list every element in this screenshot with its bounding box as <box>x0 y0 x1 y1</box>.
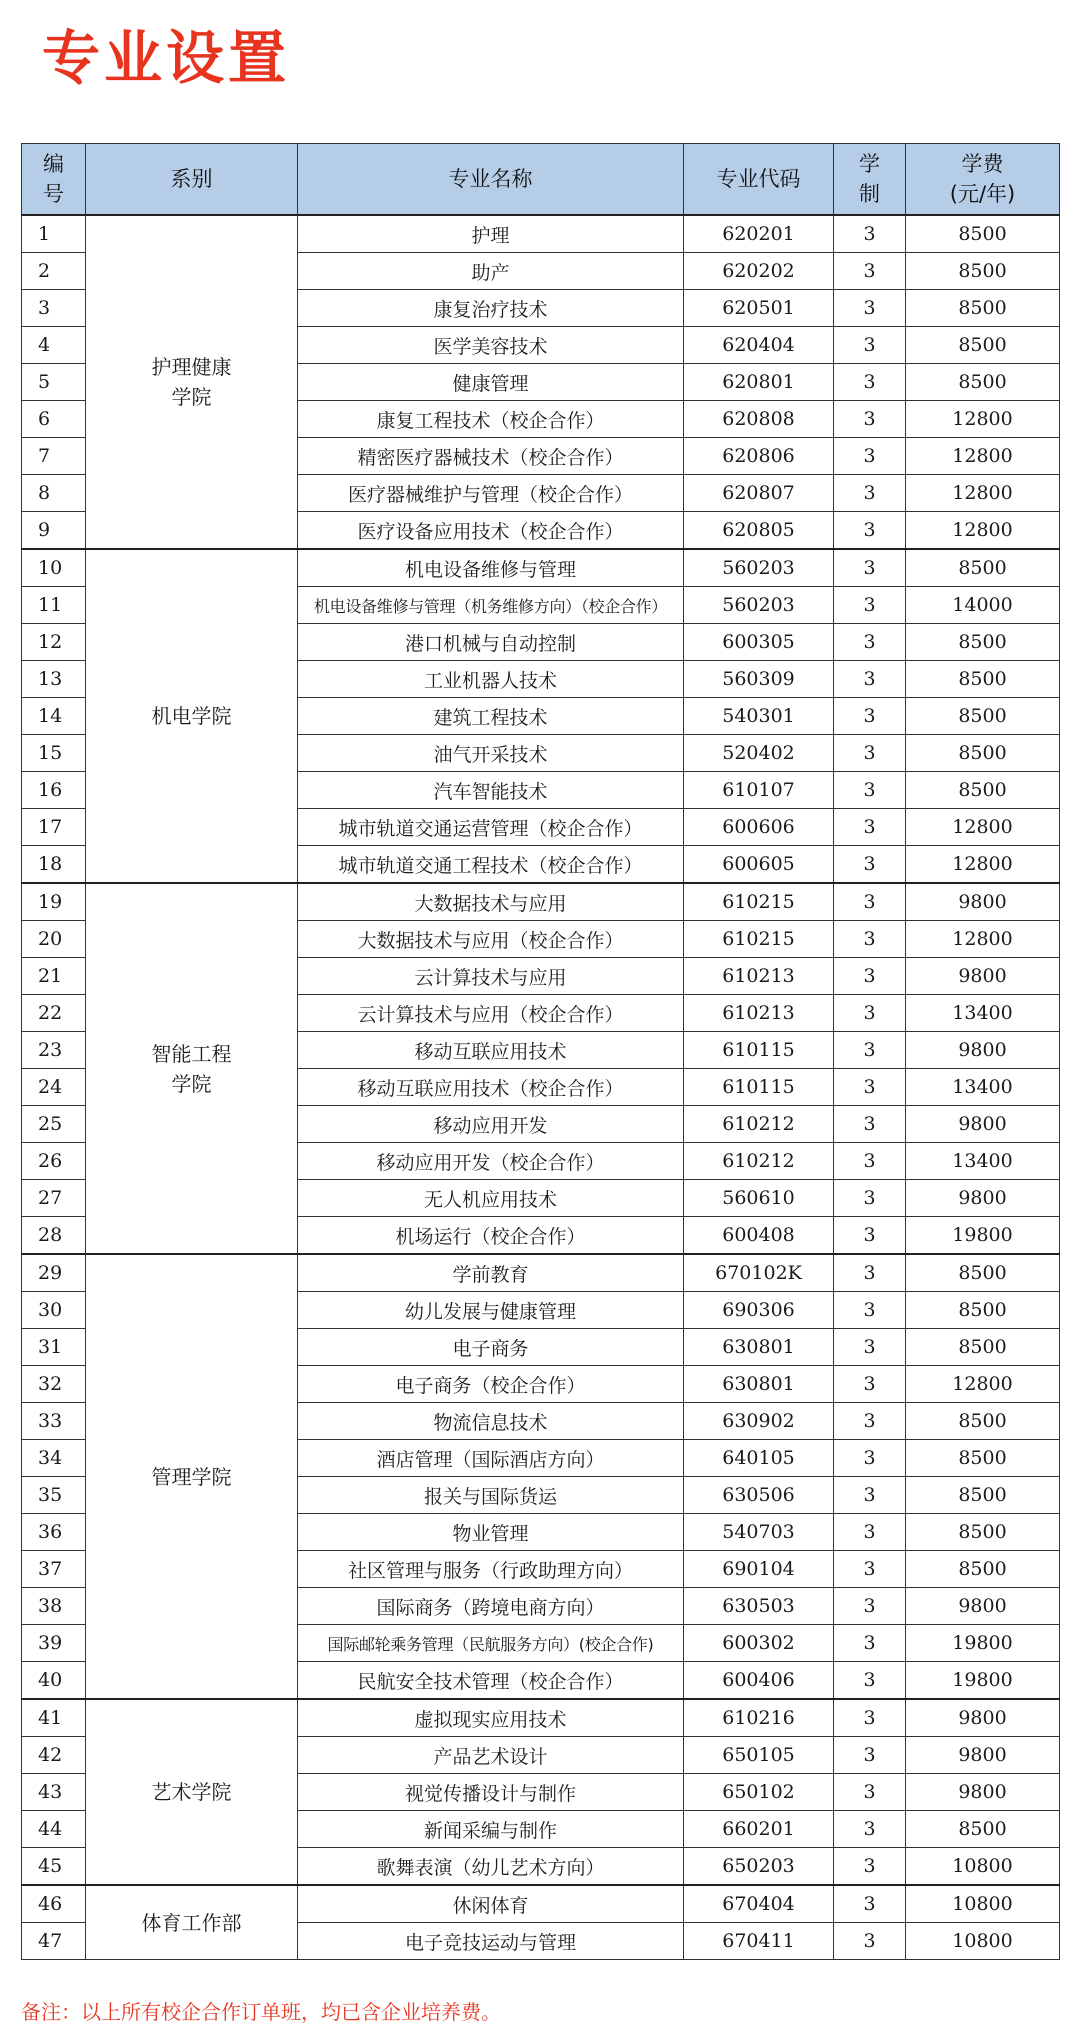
cell-no: 28 <box>22 1217 86 1255</box>
cell-fee: 12800 <box>906 475 1060 512</box>
cell-code: 560309 <box>684 661 834 698</box>
table-row <box>22 1699 1060 1737</box>
cell-years: 3 <box>834 661 906 698</box>
cell-no: 29 <box>22 1254 86 1292</box>
header-code: 专业代码 <box>684 144 834 216</box>
cell-years: 3 <box>834 253 906 290</box>
cell-fee: 8500 <box>906 1477 1060 1514</box>
cell-no: 17 <box>22 809 86 846</box>
dept-label-line: 艺术学院 <box>151 1780 232 1804</box>
cell-name: 康复治疗技术 <box>298 290 684 327</box>
cell-name: 物流信息技术 <box>298 1403 684 1440</box>
cell-code: 600406 <box>684 1662 834 1700</box>
header-no-line1: 编 <box>43 152 64 176</box>
cell-fee: 8500 <box>906 735 1060 772</box>
cell-no: 12 <box>22 624 86 661</box>
cell-years: 3 <box>834 1588 906 1625</box>
table-row <box>22 883 1060 921</box>
table-header-row <box>22 144 1060 216</box>
cell-no: 37 <box>22 1551 86 1588</box>
cell-code: 620202 <box>684 253 834 290</box>
cell-no: 20 <box>22 921 86 958</box>
cell-years: 3 <box>834 1923 906 1960</box>
cell-name: 虚拟现实应用技术 <box>298 1699 684 1737</box>
cell-years: 3 <box>834 735 906 772</box>
cell-fee: 8500 <box>906 327 1060 364</box>
cell-name: 机电设备维修与管理（机务维修方向）（校企合作） <box>298 587 684 624</box>
cell-years: 3 <box>834 1811 906 1848</box>
cell-name: 云计算技术与应用 <box>298 958 684 995</box>
cell-years: 3 <box>834 1143 906 1180</box>
cell-fee: 9800 <box>906 1588 1060 1625</box>
cell-fee: 8500 <box>906 290 1060 327</box>
cell-fee: 8500 <box>906 1440 1060 1477</box>
cell-no: 18 <box>22 846 86 884</box>
cell-years: 3 <box>834 1254 906 1292</box>
cell-years: 3 <box>834 1625 906 1662</box>
cell-name: 物业管理 <box>298 1514 684 1551</box>
cell-code: 600408 <box>684 1217 834 1255</box>
cell-no: 16 <box>22 772 86 809</box>
header-years <box>834 144 906 216</box>
cell-fee: 8500 <box>906 772 1060 809</box>
cell-fee: 8500 <box>906 698 1060 735</box>
cell-name: 机电设备维修与管理 <box>298 549 684 587</box>
cell-no: 32 <box>22 1366 86 1403</box>
cell-code: 630503 <box>684 1588 834 1625</box>
cell-no: 33 <box>22 1403 86 1440</box>
cell-fee: 9800 <box>906 1106 1060 1143</box>
cell-fee: 9800 <box>906 1774 1060 1811</box>
header-years-line2: 制 <box>859 182 880 206</box>
cell-no: 46 <box>22 1885 86 1923</box>
cell-years: 3 <box>834 698 906 735</box>
cell-years: 3 <box>834 1366 906 1403</box>
cell-fee: 10800 <box>906 1848 1060 1886</box>
cell-code: 600606 <box>684 809 834 846</box>
cell-name: 电子商务 <box>298 1329 684 1366</box>
cell-years: 3 <box>834 1737 906 1774</box>
cell-name: 学前教育 <box>298 1254 684 1292</box>
cell-years: 3 <box>834 512 906 550</box>
cell-name: 休闲体育 <box>298 1885 684 1923</box>
cell-code: 690104 <box>684 1551 834 1588</box>
cell-code: 560203 <box>684 549 834 587</box>
dept-label-line: 管理学院 <box>151 1464 232 1489</box>
cell-years: 3 <box>834 1774 906 1811</box>
cell-no: 27 <box>22 1180 86 1217</box>
cell-fee: 8500 <box>906 253 1060 290</box>
cell-fee: 9800 <box>906 1737 1060 1774</box>
cell-years: 3 <box>834 549 906 587</box>
cell-years: 3 <box>834 624 906 661</box>
cell-fee: 12800 <box>906 809 1060 846</box>
cell-years: 3 <box>834 1662 906 1700</box>
cell-years: 3 <box>834 958 906 995</box>
cell-code: 630801 <box>684 1366 834 1403</box>
cell-dept <box>86 1254 298 1699</box>
cell-fee: 8500 <box>906 661 1060 698</box>
cell-name: 医学美容技术 <box>298 327 684 364</box>
cell-fee: 8500 <box>906 364 1060 401</box>
cell-code: 610215 <box>684 921 834 958</box>
cell-code: 620807 <box>684 475 834 512</box>
cell-code: 560610 <box>684 1180 834 1217</box>
cell-code: 670411 <box>684 1923 834 1960</box>
table-row <box>22 1885 1060 1923</box>
cell-no: 19 <box>22 883 86 921</box>
cell-dept <box>86 1699 298 1885</box>
dept-label-line: 机电学院 <box>151 704 232 728</box>
cell-fee: 8500 <box>906 1329 1060 1366</box>
cell-years: 3 <box>834 1032 906 1069</box>
cell-name: 移动互联应用技术（校企合作） <box>298 1069 684 1106</box>
footnote: 备注：以上所有校企合作订单班，均已含企业培养费。 <box>21 2000 501 2024</box>
cell-name: 歌舞表演（幼儿艺术方向） <box>298 1848 684 1886</box>
cell-fee: 19800 <box>906 1217 1060 1255</box>
cell-fee: 13400 <box>906 995 1060 1032</box>
cell-name: 新闻采编与制作 <box>298 1811 684 1848</box>
cell-name: 油气开采技术 <box>298 735 684 772</box>
cell-fee: 14000 <box>906 587 1060 624</box>
cell-name: 健康管理 <box>298 364 684 401</box>
cell-no: 9 <box>22 512 86 550</box>
cell-years: 3 <box>834 290 906 327</box>
cell-name: 医疗器械维护与管理（校企合作） <box>298 475 684 512</box>
cell-code: 630902 <box>684 1403 834 1440</box>
cell-name: 国际邮轮乘务管理（民航服务方向）(校企合作) <box>298 1625 684 1662</box>
cell-years: 3 <box>834 1403 906 1440</box>
page-title: 专业设置 <box>42 24 291 92</box>
cell-years: 3 <box>834 883 906 921</box>
cell-code: 620806 <box>684 438 834 475</box>
cell-no: 41 <box>22 1699 86 1737</box>
cell-name: 报关与国际货运 <box>298 1477 684 1514</box>
cell-years: 3 <box>834 587 906 624</box>
cell-no: 4 <box>22 327 86 364</box>
cell-years: 3 <box>834 1292 906 1329</box>
cell-no: 7 <box>22 438 86 475</box>
cell-name: 机场运行（校企合作） <box>298 1217 684 1255</box>
cell-years: 3 <box>834 1477 906 1514</box>
cell-years: 3 <box>834 1848 906 1886</box>
cell-fee: 8500 <box>906 1811 1060 1848</box>
majors-table-container <box>21 143 1059 1960</box>
cell-no: 23 <box>22 1032 86 1069</box>
cell-name: 云计算技术与应用（校企合作） <box>298 995 684 1032</box>
dept-label-line: 学院 <box>171 385 212 409</box>
cell-no: 25 <box>22 1106 86 1143</box>
cell-name: 幼儿发展与健康管理 <box>298 1292 684 1329</box>
cell-fee: 8500 <box>906 1551 1060 1588</box>
cell-years: 3 <box>834 401 906 438</box>
cell-name: 移动应用开发（校企合作） <box>298 1143 684 1180</box>
cell-no: 13 <box>22 661 86 698</box>
dept-label-line: 智能工程 <box>151 1041 232 1066</box>
table-row <box>22 1254 1060 1292</box>
cell-code: 630506 <box>684 1477 834 1514</box>
cell-code: 670102K <box>684 1254 834 1292</box>
cell-fee: 12800 <box>906 1366 1060 1403</box>
cell-code: 650105 <box>684 1737 834 1774</box>
header-no <box>22 144 86 216</box>
cell-code: 670404 <box>684 1885 834 1923</box>
cell-years: 3 <box>834 1514 906 1551</box>
cell-years: 3 <box>834 1440 906 1477</box>
cell-no: 24 <box>22 1069 86 1106</box>
cell-no: 45 <box>22 1848 86 1886</box>
cell-no: 22 <box>22 995 86 1032</box>
cell-code: 650102 <box>684 1774 834 1811</box>
cell-name: 民航安全技术管理（校企合作） <box>298 1662 684 1700</box>
cell-years: 3 <box>834 1069 906 1106</box>
cell-years: 3 <box>834 438 906 475</box>
cell-fee: 8500 <box>906 215 1060 253</box>
cell-years: 3 <box>834 809 906 846</box>
cell-code: 610107 <box>684 772 834 809</box>
cell-code: 610212 <box>684 1143 834 1180</box>
cell-name: 工业机器人技术 <box>298 661 684 698</box>
cell-code: 620801 <box>684 364 834 401</box>
cell-name: 助产 <box>298 253 684 290</box>
cell-code: 610216 <box>684 1699 834 1737</box>
cell-dept <box>86 883 298 1254</box>
cell-fee: 9800 <box>906 1032 1060 1069</box>
cell-years: 3 <box>834 1329 906 1366</box>
dept-label-line: 学院 <box>171 1071 212 1096</box>
cell-fee: 8500 <box>906 1254 1060 1292</box>
cell-name: 护理 <box>298 215 684 253</box>
cell-fee: 13400 <box>906 1069 1060 1106</box>
cell-fee: 9800 <box>906 883 1060 921</box>
cell-no: 34 <box>22 1440 86 1477</box>
table-body <box>22 215 1060 1960</box>
cell-years: 3 <box>834 215 906 253</box>
cell-fee: 9800 <box>906 1180 1060 1217</box>
header-years-line1: 学 <box>859 152 880 176</box>
cell-name: 医疗设备应用技术（校企合作） <box>298 512 684 550</box>
cell-no: 39 <box>22 1625 86 1662</box>
cell-code: 620501 <box>684 290 834 327</box>
cell-code: 540301 <box>684 698 834 735</box>
cell-name: 无人机应用技术 <box>298 1180 684 1217</box>
cell-no: 26 <box>22 1143 86 1180</box>
cell-fee: 12800 <box>906 401 1060 438</box>
cell-fee: 12800 <box>906 846 1060 884</box>
cell-years: 3 <box>834 1551 906 1588</box>
cell-name: 产品艺术设计 <box>298 1737 684 1774</box>
cell-no: 6 <box>22 401 86 438</box>
cell-no: 5 <box>22 364 86 401</box>
majors-table <box>21 143 1060 1960</box>
cell-fee: 12800 <box>906 512 1060 550</box>
cell-name: 移动应用开发 <box>298 1106 684 1143</box>
cell-years: 3 <box>834 475 906 512</box>
cell-fee: 8500 <box>906 1292 1060 1329</box>
cell-name: 移动互联应用技术 <box>298 1032 684 1069</box>
cell-code: 620201 <box>684 215 834 253</box>
cell-no: 3 <box>22 290 86 327</box>
cell-years: 3 <box>834 995 906 1032</box>
cell-years: 3 <box>834 1699 906 1737</box>
dept-label-line: 护理健康 <box>151 355 232 379</box>
cell-years: 3 <box>834 327 906 364</box>
cell-name: 国际商务（跨境电商方向） <box>298 1588 684 1625</box>
cell-years: 3 <box>834 1885 906 1923</box>
cell-code: 560203 <box>684 587 834 624</box>
cell-fee: 9800 <box>906 958 1060 995</box>
cell-code: 540703 <box>684 1514 834 1551</box>
cell-years: 3 <box>834 1106 906 1143</box>
cell-name: 精密医疗器械技术（校企合作） <box>298 438 684 475</box>
cell-no: 1 <box>22 215 86 253</box>
header-dept: 系别 <box>86 144 298 216</box>
cell-code: 630801 <box>684 1329 834 1366</box>
cell-name: 城市轨道交通工程技术（校企合作） <box>298 846 684 884</box>
header-fee-line1: 学费 <box>961 152 1004 176</box>
cell-code: 620808 <box>684 401 834 438</box>
cell-code: 610213 <box>684 958 834 995</box>
cell-code: 610212 <box>684 1106 834 1143</box>
cell-code: 640105 <box>684 1440 834 1477</box>
cell-code: 600305 <box>684 624 834 661</box>
cell-code: 600302 <box>684 1625 834 1662</box>
cell-code: 650203 <box>684 1848 834 1886</box>
cell-name: 视觉传播设计与制作 <box>298 1774 684 1811</box>
cell-name: 大数据技术与应用（校企合作） <box>298 921 684 958</box>
cell-code: 520402 <box>684 735 834 772</box>
cell-dept <box>86 1885 298 1960</box>
cell-code: 690306 <box>684 1292 834 1329</box>
cell-code: 660201 <box>684 1811 834 1848</box>
cell-code: 620805 <box>684 512 834 550</box>
cell-name: 汽车智能技术 <box>298 772 684 809</box>
cell-code: 610115 <box>684 1069 834 1106</box>
cell-fee: 10800 <box>906 1923 1060 1960</box>
table-row <box>22 215 1060 253</box>
cell-no: 40 <box>22 1662 86 1700</box>
cell-code: 600605 <box>684 846 834 884</box>
cell-no: 2 <box>22 253 86 290</box>
cell-name: 港口机械与自动控制 <box>298 624 684 661</box>
cell-name: 城市轨道交通运营管理（校企合作） <box>298 809 684 846</box>
cell-no: 11 <box>22 587 86 624</box>
cell-code: 620404 <box>684 327 834 364</box>
cell-fee: 8500 <box>906 549 1060 587</box>
cell-code: 610215 <box>684 883 834 921</box>
cell-code: 610115 <box>684 1032 834 1069</box>
cell-no: 10 <box>22 549 86 587</box>
header-name: 专业名称 <box>298 144 684 216</box>
cell-years: 3 <box>834 364 906 401</box>
cell-fee: 9800 <box>906 1699 1060 1737</box>
cell-no: 44 <box>22 1811 86 1848</box>
cell-years: 3 <box>834 1217 906 1255</box>
cell-dept <box>86 215 298 549</box>
cell-no: 43 <box>22 1774 86 1811</box>
cell-fee: 19800 <box>906 1662 1060 1700</box>
header-no-line2: 号 <box>43 182 64 206</box>
cell-name: 康复工程技术（校企合作） <box>298 401 684 438</box>
cell-fee: 8500 <box>906 1514 1060 1551</box>
cell-name: 电子竞技运动与管理 <box>298 1923 684 1960</box>
cell-no: 38 <box>22 1588 86 1625</box>
cell-years: 3 <box>834 1180 906 1217</box>
cell-name: 大数据技术与应用 <box>298 883 684 921</box>
cell-fee: 8500 <box>906 1403 1060 1440</box>
cell-fee: 10800 <box>906 1885 1060 1923</box>
cell-no: 30 <box>22 1292 86 1329</box>
cell-name: 电子商务（校企合作） <box>298 1366 684 1403</box>
cell-no: 31 <box>22 1329 86 1366</box>
cell-fee: 12800 <box>906 438 1060 475</box>
header-fee <box>906 144 1060 216</box>
cell-fee: 19800 <box>906 1625 1060 1662</box>
cell-no: 35 <box>22 1477 86 1514</box>
cell-name: 建筑工程技术 <box>298 698 684 735</box>
dept-label-line: 体育工作部 <box>141 1910 242 1935</box>
cell-fee: 12800 <box>906 921 1060 958</box>
cell-no: 36 <box>22 1514 86 1551</box>
cell-years: 3 <box>834 772 906 809</box>
cell-name: 社区管理与服务（行政助理方向） <box>298 1551 684 1588</box>
cell-no: 47 <box>22 1923 86 1960</box>
cell-fee: 13400 <box>906 1143 1060 1180</box>
cell-name: 酒店管理（国际酒店方向） <box>298 1440 684 1477</box>
cell-no: 8 <box>22 475 86 512</box>
table-row <box>22 549 1060 587</box>
header-fee-line2: (元/年) <box>949 182 1016 206</box>
cell-code: 610213 <box>684 995 834 1032</box>
cell-years: 3 <box>834 921 906 958</box>
cell-fee: 8500 <box>906 624 1060 661</box>
cell-no: 14 <box>22 698 86 735</box>
cell-no: 15 <box>22 735 86 772</box>
cell-dept <box>86 549 298 883</box>
cell-no: 42 <box>22 1737 86 1774</box>
cell-years: 3 <box>834 846 906 884</box>
cell-no: 21 <box>22 958 86 995</box>
